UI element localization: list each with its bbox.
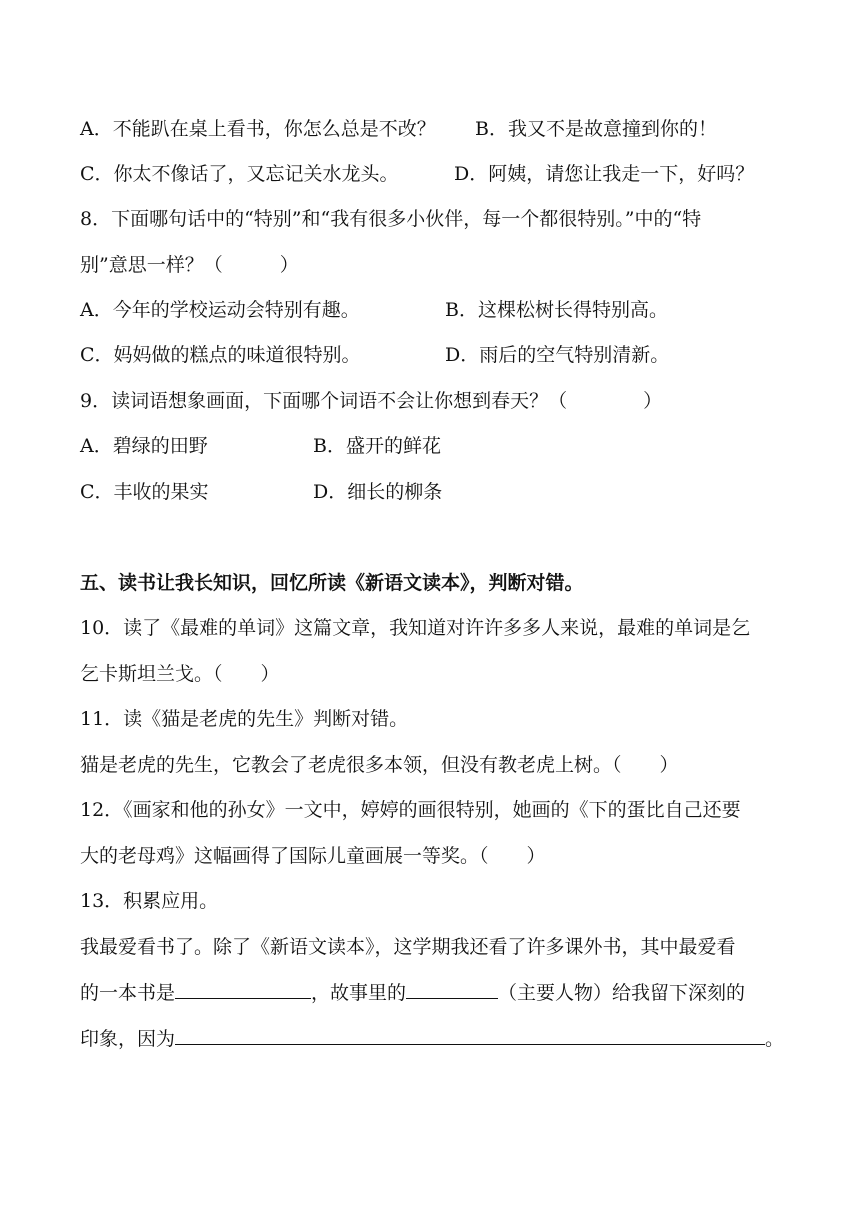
section-5-heading: 五、读书让我长知识，回忆所读《新语文读本》，判断对错。 — [80, 572, 584, 594]
q8-option-a: A．今年的学校运动会特别有趣。 — [80, 299, 360, 321]
q7-option-d: D．阿姨，请您让我走一下，好吗？ — [454, 163, 755, 185]
q9-option-d: D．细长的柳条 — [313, 481, 443, 503]
q9-option-c: C．丰收的果实 — [80, 481, 209, 503]
q13-text-book-prefix: 的一本书是 — [80, 982, 176, 1004]
q8-stem-line2: 别”意思一样？（ ） — [80, 254, 299, 276]
q13-text-character-prefix: ，故事里的 — [311, 982, 407, 1004]
q7-row-1 — [80, 117, 717, 141]
q9-stem: 9．读词语想象画面，下面哪个词语不会让你想到春天？（ ） — [80, 390, 663, 412]
q12-line2: 大的老母鸡》这幅画得了国际儿童画展一等奖。（ ） — [80, 845, 546, 867]
q7-row-2 — [80, 162, 755, 186]
q7-option-a: A．不能趴在桌上看书，你怎么总是不改？ — [80, 118, 436, 140]
q7-option-c: C．你太不像话了，又忘记关水龙头。 — [80, 163, 399, 185]
q10-line2: 乞卡斯坦兰戈。（ ） — [80, 663, 280, 685]
q13-line2 — [80, 980, 745, 1005]
q13-line1: 我最爱看书了。除了《新语文读本》，这学期我还看了许多课外书，其中最爱看 — [80, 936, 736, 958]
q8-row-2 — [80, 343, 670, 367]
q8-option-c: C．妈妈做的糕点的味道很特别。 — [80, 344, 361, 366]
q9-option-a: A．碧绿的田野 — [80, 435, 208, 457]
q7-option-b: B．我又不是故意撞到你的！ — [475, 118, 717, 140]
q10-line1: 10．读了《最难的单词》这篇文章，我知道对许许多多人来说，最难的单词是乞 — [80, 617, 751, 639]
book-title-blank[interactable] — [175, 980, 311, 999]
q8-option-b: B．这棵松树长得特别高。 — [445, 299, 668, 321]
q13-title: 13．积累应用。 — [80, 890, 219, 912]
q9-option-b: B．盛开的鲜花 — [313, 435, 441, 457]
q12-line1: 12．《画家和他的孙女》一文中，婷婷的画很特别，她画的《下的蛋比自己还要 — [80, 799, 741, 821]
q8-stem-line1: 8．下面哪句话中的“特别”和“我有很多小伙伴，每一个都很特别。”中的“特 — [80, 208, 702, 230]
q9-row-1 — [80, 434, 441, 458]
q13-text-end: 。 — [765, 1028, 785, 1050]
q9-row-2 — [80, 480, 443, 504]
q8-option-d: D．雨后的空气特别清新。 — [445, 344, 670, 366]
q11-line2: 猫是老虎的先生，它教会了老虎很多本领，但没有教老虎上树。（ ） — [80, 754, 679, 776]
main-character-blank[interactable] — [406, 980, 498, 999]
q8-row-1 — [80, 298, 668, 322]
reason-blank[interactable] — [175, 1026, 765, 1045]
q13-line3 — [80, 1026, 784, 1051]
q13-text-reason-prefix: 印象，因为 — [80, 1028, 176, 1050]
q11-line1: 11．读《猫是老虎的先生》判断对错。 — [80, 708, 409, 730]
q13-text-character-suffix: （主要人物）给我留下深刻的 — [498, 982, 746, 1004]
